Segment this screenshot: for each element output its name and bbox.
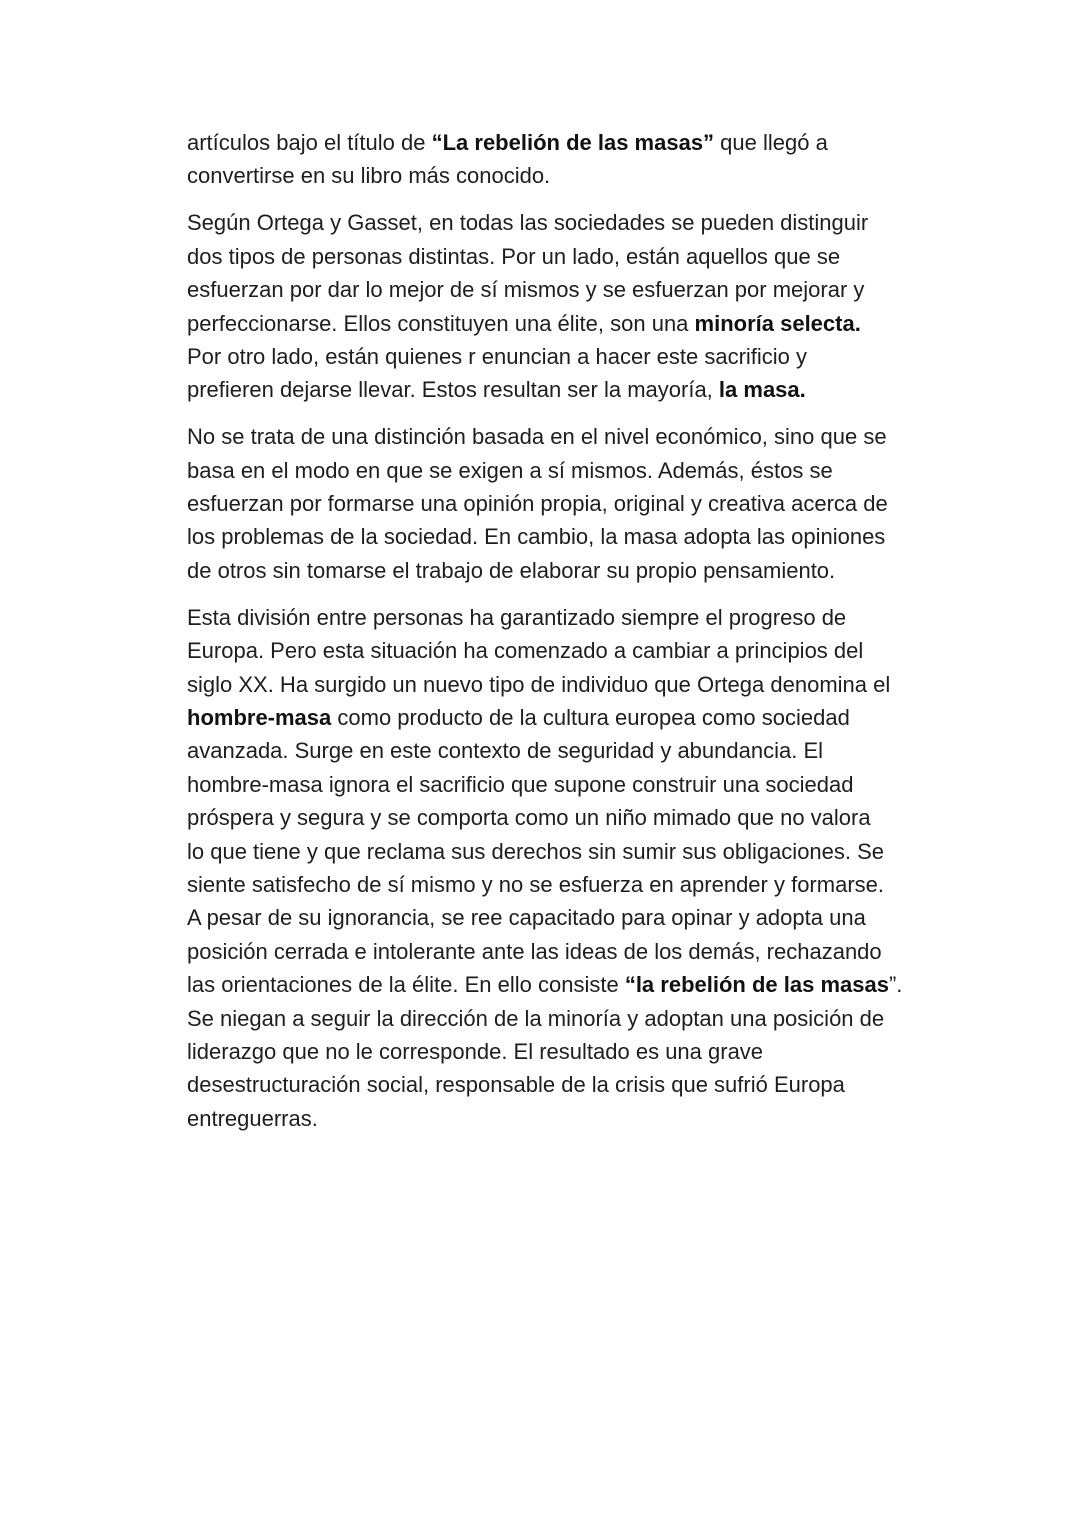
text-run: Según Ortega y Gasset, en todas las sociedades se pueden distinguir: [187, 210, 869, 236]
text-line: [187, 206, 947, 239]
paragraph-gap: [187, 587, 947, 601]
text-line: [187, 240, 947, 273]
paragraph-gap: [187, 407, 947, 421]
document-body: [187, 126, 947, 1135]
paragraph: [187, 420, 947, 587]
text-line: [187, 901, 947, 934]
text-run: de otros sin tomarse el trabajo de elaborar su propio pensamiento.: [187, 557, 836, 583]
text-line: [187, 554, 947, 587]
text-line: [187, 601, 947, 634]
text-run: dos tipos de personas distintas. Por un lado, están aquellos que se: [187, 243, 841, 269]
text-line: [187, 801, 947, 834]
bold-text: “La rebelión de las masas”: [431, 130, 715, 155]
text-line: [187, 420, 947, 453]
paragraph: [187, 126, 947, 193]
text-line: [187, 454, 947, 487]
text-run: liderazgo que no le corresponde. El resultado es una grave: [187, 1038, 764, 1064]
text-run: A pesar de su ignorancia, se ree capacitado para opinar y adopta una: [187, 905, 866, 931]
text-run: que llegó a: [714, 130, 828, 155]
bold-text: la masa.: [718, 377, 806, 403]
text-run: hombre-masa ignora el sacrificio que supone construir una sociedad: [187, 771, 854, 797]
text-run: Por otro lado, están quienes r enuncian a hacer este sacrificio y: [187, 343, 808, 369]
text-line: [187, 868, 947, 901]
text-run: prefieren dejarse llevar. Estos resultan ser la mayoría,: [187, 377, 719, 403]
text-line: [187, 520, 947, 553]
paragraph: [187, 601, 947, 1135]
bold-text: minoría selecta.: [694, 310, 861, 336]
text-run: basa en el modo en que se exigen a sí mismos. Además, éstos se: [187, 457, 833, 483]
text-run: convertirse en su libro más conocido.: [187, 163, 551, 189]
text-run: los problemas de la sociedad. En cambio, la masa adopta las opiniones: [187, 524, 886, 550]
text-line: [187, 1002, 947, 1035]
text-run: esfuerzan por formarse una opinión propia, original y creativa acerca de: [187, 491, 888, 517]
text-run: próspera y segura y se comporta como un niño mimado que no valora: [187, 805, 871, 831]
text-run: Europa. Pero esta situación ha comenzado a cambiar a principios del: [187, 638, 864, 664]
text-line: [187, 340, 947, 373]
text-run: siente satisfecho de sí mismo y no se esfuerza en aprender y formarse.: [187, 871, 884, 897]
text-run: lo que tiene y que reclama sus derechos sin sumir sus obligaciones. Se: [187, 838, 885, 864]
text-line: [187, 935, 947, 968]
text-line: [187, 307, 947, 340]
text-run: avanzada. Surge en este contexto de seguridad y abundancia. El: [187, 738, 824, 764]
text-run: perfeccionarse. Ellos constituyen una élite, son una: [187, 310, 695, 336]
paragraph: [187, 206, 947, 406]
text-line: [187, 1068, 947, 1101]
text-run: entreguerras.: [187, 1105, 318, 1131]
paragraph-gap: [187, 193, 947, 207]
text-run: siglo XX. Ha surgido un nuevo tipo de individuo que Ortega denomina el: [187, 671, 891, 697]
text-run: ”.: [888, 972, 903, 998]
text-line: [187, 701, 947, 734]
text-line: [187, 273, 947, 306]
text-line: [187, 835, 947, 868]
text-run: desestructuración social, responsable de la crisis que sufrió Europa: [187, 1072, 845, 1098]
bold-text: hombre-masa: [187, 705, 332, 731]
bold-text: “la rebelión de las masas: [624, 972, 889, 998]
text-line: [187, 968, 947, 1001]
text-line: [187, 126, 947, 159]
text-line: [187, 159, 947, 192]
text-run: Se niegan a seguir la dirección de la minoría y adoptan una posición de: [187, 1005, 885, 1031]
text-run: artículos bajo el título de: [187, 130, 432, 155]
text-run: como producto de la cultura europea como sociedad: [331, 705, 850, 731]
text-run: No se trata de una distinción basada en el nivel económico, sino que se: [187, 424, 887, 450]
text-line: [187, 668, 947, 701]
text-line: [187, 734, 947, 767]
text-run: las orientaciones de la élite. En ello consiste: [187, 972, 625, 998]
text-line: [187, 768, 947, 801]
text-line: [187, 373, 947, 406]
text-line: [187, 1035, 947, 1068]
text-line: [187, 634, 947, 667]
text-run: Esta división entre personas ha garantizado siempre el progreso de: [187, 604, 847, 630]
text-run: esfuerzan por dar lo mejor de sí mismos y se esfuerzan por mejorar y: [187, 277, 865, 303]
text-line: [187, 1102, 947, 1135]
text-run: posición cerrada e intolerante ante las ideas de los demás, rechazando: [187, 938, 882, 964]
text-line: [187, 487, 947, 520]
